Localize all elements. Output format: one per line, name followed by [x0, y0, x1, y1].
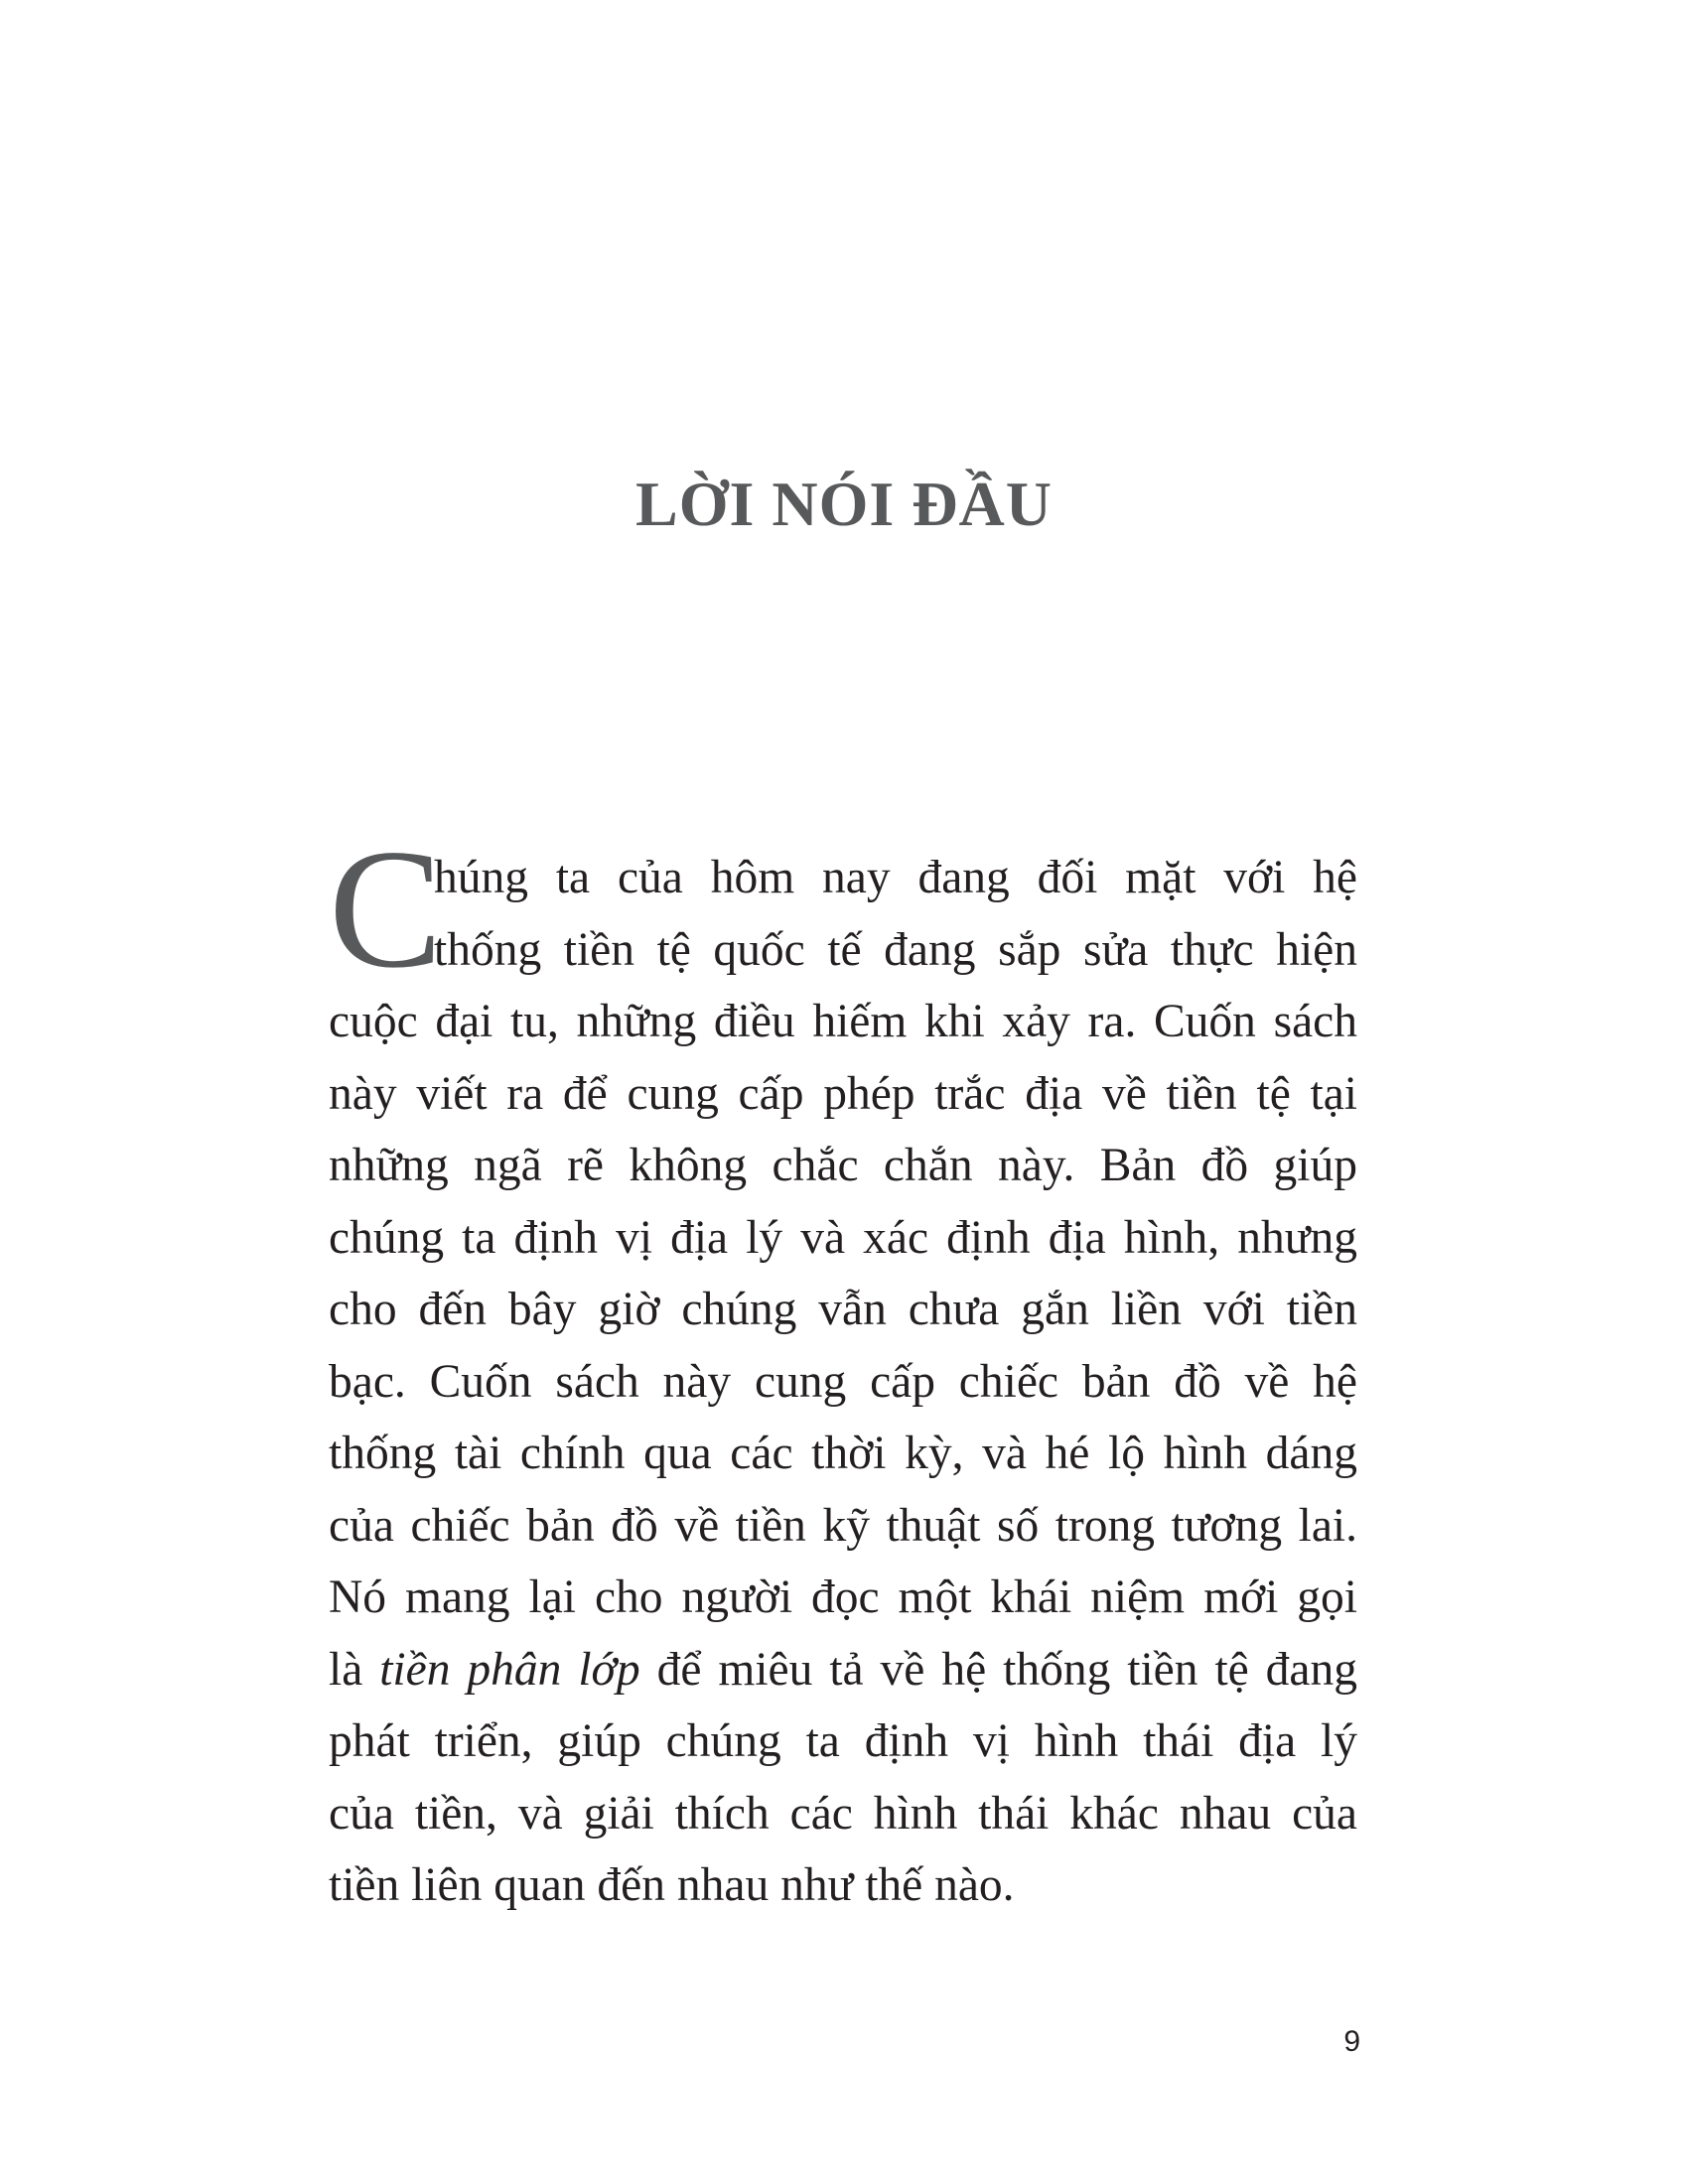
text-line: của tiền, và giải thích các hình thái khác nhau của: [329, 1787, 1357, 1840]
italic-term: tiền phân lớp: [379, 1643, 640, 1696]
text-line: chúng ta định vị địa lý và xác định địa hình, nhưng: [329, 1211, 1357, 1264]
text-line: Nó mang lại cho người đọc một khái niệm mới gọi: [329, 1571, 1357, 1623]
text-line: phát triển, giúp chúng ta định vị hình thái địa lý: [329, 1715, 1357, 1767]
text-line: cho đến bây giờ chúng vẫn chưa gắn liền với tiền: [329, 1284, 1357, 1335]
text-line: bạc. Cuốn sách này cung cấp chiếc bản đồ về hệ: [329, 1355, 1357, 1408]
page-number: 9: [1343, 2025, 1360, 2058]
text-line: những ngã rẽ không chắc chắn này. Bản đồ giúp: [329, 1140, 1357, 1191]
text-line: của chiếc bản đồ về tiền kỹ thuật số trong tương lai.: [329, 1499, 1357, 1552]
text-line: húng ta của hôm nay đang đối mặt với hệ: [434, 852, 1357, 903]
text-line: cuộc đại tu, những điều hiếm khi xảy ra. Cuốn sách: [329, 996, 1357, 1047]
body-paragraph: [329, 842, 1357, 1922]
text-fragment: để miêu tả về hệ thống tiền tệ đang: [639, 1643, 1358, 1696]
text-line: thống tài chính qua các thời kỳ, và hé lộ hình dáng: [329, 1428, 1357, 1479]
text-line: thống tiền tệ quốc tế đang sắp sửa thực hiện: [434, 923, 1357, 976]
text-line: tiền liên quan đến nhau như thế nào.: [329, 1859, 1015, 1911]
text-fragment: là: [329, 1643, 380, 1696]
text-line-with-italic: [329, 1634, 1357, 1706]
drop-cap-letter: C: [329, 815, 443, 1004]
text-line: này viết ra để cung cấp phép trắc địa về tiền tệ tại: [329, 1067, 1357, 1120]
chapter-title: LỜI NÓI ĐẦU: [635, 469, 1053, 539]
